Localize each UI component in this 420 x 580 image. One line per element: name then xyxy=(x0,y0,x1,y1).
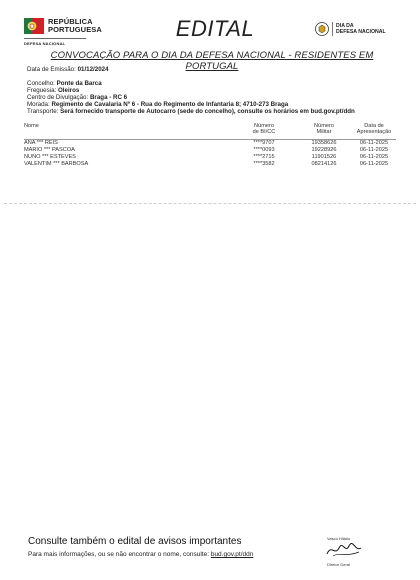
table-row xyxy=(24,154,396,161)
dia-defesa-nacional-logo xyxy=(315,22,405,42)
freguesia-label: Freguesia: xyxy=(27,87,57,94)
row-militar: 19228926 xyxy=(311,147,337,153)
page-title: EDITAL xyxy=(175,16,255,41)
right-brand-line1: DIA DA xyxy=(336,23,354,29)
row-bi: ****2715 xyxy=(253,154,275,160)
logo-right-divider xyxy=(332,22,333,36)
concelho-label: Concelho: xyxy=(27,80,55,87)
centro-label: Centro de Divulgação: xyxy=(27,94,89,101)
row-name: VALENTIM *** BARBOSA xyxy=(24,161,89,167)
table-row xyxy=(24,161,396,168)
row-date: 06-11-2025 xyxy=(359,161,389,167)
row-name: ANA *** REIS xyxy=(24,140,58,146)
emission-date xyxy=(27,66,109,73)
header-militar xyxy=(304,123,344,135)
transporte xyxy=(27,108,355,115)
header-name: Nome xyxy=(24,123,39,129)
transporte-value: Será fornecido transporte de Autocarro (sede do concelho), consulte os horários em bud.gov.pt/ddn xyxy=(60,108,355,115)
table-header xyxy=(24,122,396,140)
row-bi: ****9707 xyxy=(253,140,275,146)
brand-sub: DEFESA NACIONAL xyxy=(24,41,66,46)
row-bi: ****0093 xyxy=(253,147,275,153)
morada-value: Regimento de Cavalaria Nº 6 - Rua do Regimento de Infantaria 8; 4710-273 Braga xyxy=(51,101,289,108)
row-name: MARIO *** PASCOA xyxy=(24,147,75,153)
centro-divulgacao xyxy=(27,94,127,101)
signatory-name: Vasco Hilário xyxy=(327,536,351,541)
centro-value: Braga - RC 6 xyxy=(89,94,128,101)
header-militar-line1: Número xyxy=(314,123,334,129)
signatory-role: Diretor Geral xyxy=(327,562,350,567)
emission-label: Data de Emissão: xyxy=(27,66,76,73)
row-militar: 11901526 xyxy=(311,154,337,160)
freguesia xyxy=(27,87,79,94)
row-date: 06-11-2025 xyxy=(359,154,389,160)
brand-line2: PORTUGUESA xyxy=(48,25,102,34)
concelho xyxy=(27,80,102,87)
header-militar-line2: Militar xyxy=(316,129,332,135)
footer-sub-prefix: Para mais informações, ou se não encontrar o nome, consulte: xyxy=(28,551,210,558)
header-bi-line2: de BI/CC xyxy=(252,129,276,135)
emission-value: 01/12/2024 xyxy=(77,66,109,73)
cut-line-divider xyxy=(4,203,416,204)
right-brand-line2: DEFESA NACIONAL xyxy=(336,29,386,35)
footer-title: Consulte também o edital de avisos importantes xyxy=(28,536,242,547)
footer-subtitle xyxy=(28,551,253,558)
freguesia-value: Oleiros xyxy=(57,87,80,94)
row-name: NUNO *** ESTEVES xyxy=(24,154,76,160)
signature-mark xyxy=(325,540,365,560)
row-date: 06-11-2025 xyxy=(359,140,389,146)
row-militar: 08214126 xyxy=(311,161,337,167)
brand-line1: REPÚBLICA xyxy=(48,17,93,26)
portugal-flag-icon xyxy=(24,16,44,36)
header-bi xyxy=(244,123,284,135)
table-row xyxy=(24,140,396,147)
logo-divider xyxy=(24,38,86,39)
header-date-line2: Apresentação xyxy=(356,129,392,135)
row-date: 06-11-2025 xyxy=(359,147,389,153)
convocados-table xyxy=(24,122,396,168)
transporte-label: Transporte: xyxy=(27,108,59,115)
footer-link[interactable]: bud.gov.pt/ddn xyxy=(210,551,254,558)
morada xyxy=(27,101,288,108)
header-bi-line1: Número xyxy=(254,123,274,129)
row-militar: 19358626 xyxy=(311,140,337,146)
header-date-line1: Data de xyxy=(364,123,384,129)
header-date xyxy=(350,123,398,135)
defesa-emblem-icon xyxy=(315,22,329,36)
morada-label: Morada: xyxy=(27,101,50,108)
page-subtitle: CONVOCAÇÃO PARA O DIA DA DEFESA NACIONAL - RESIDENTES EM PORTUGAL xyxy=(50,50,374,72)
row-bi: ****3582 xyxy=(253,161,275,167)
table-row xyxy=(24,147,396,154)
concelho-value: Ponte da Barca xyxy=(56,80,102,87)
